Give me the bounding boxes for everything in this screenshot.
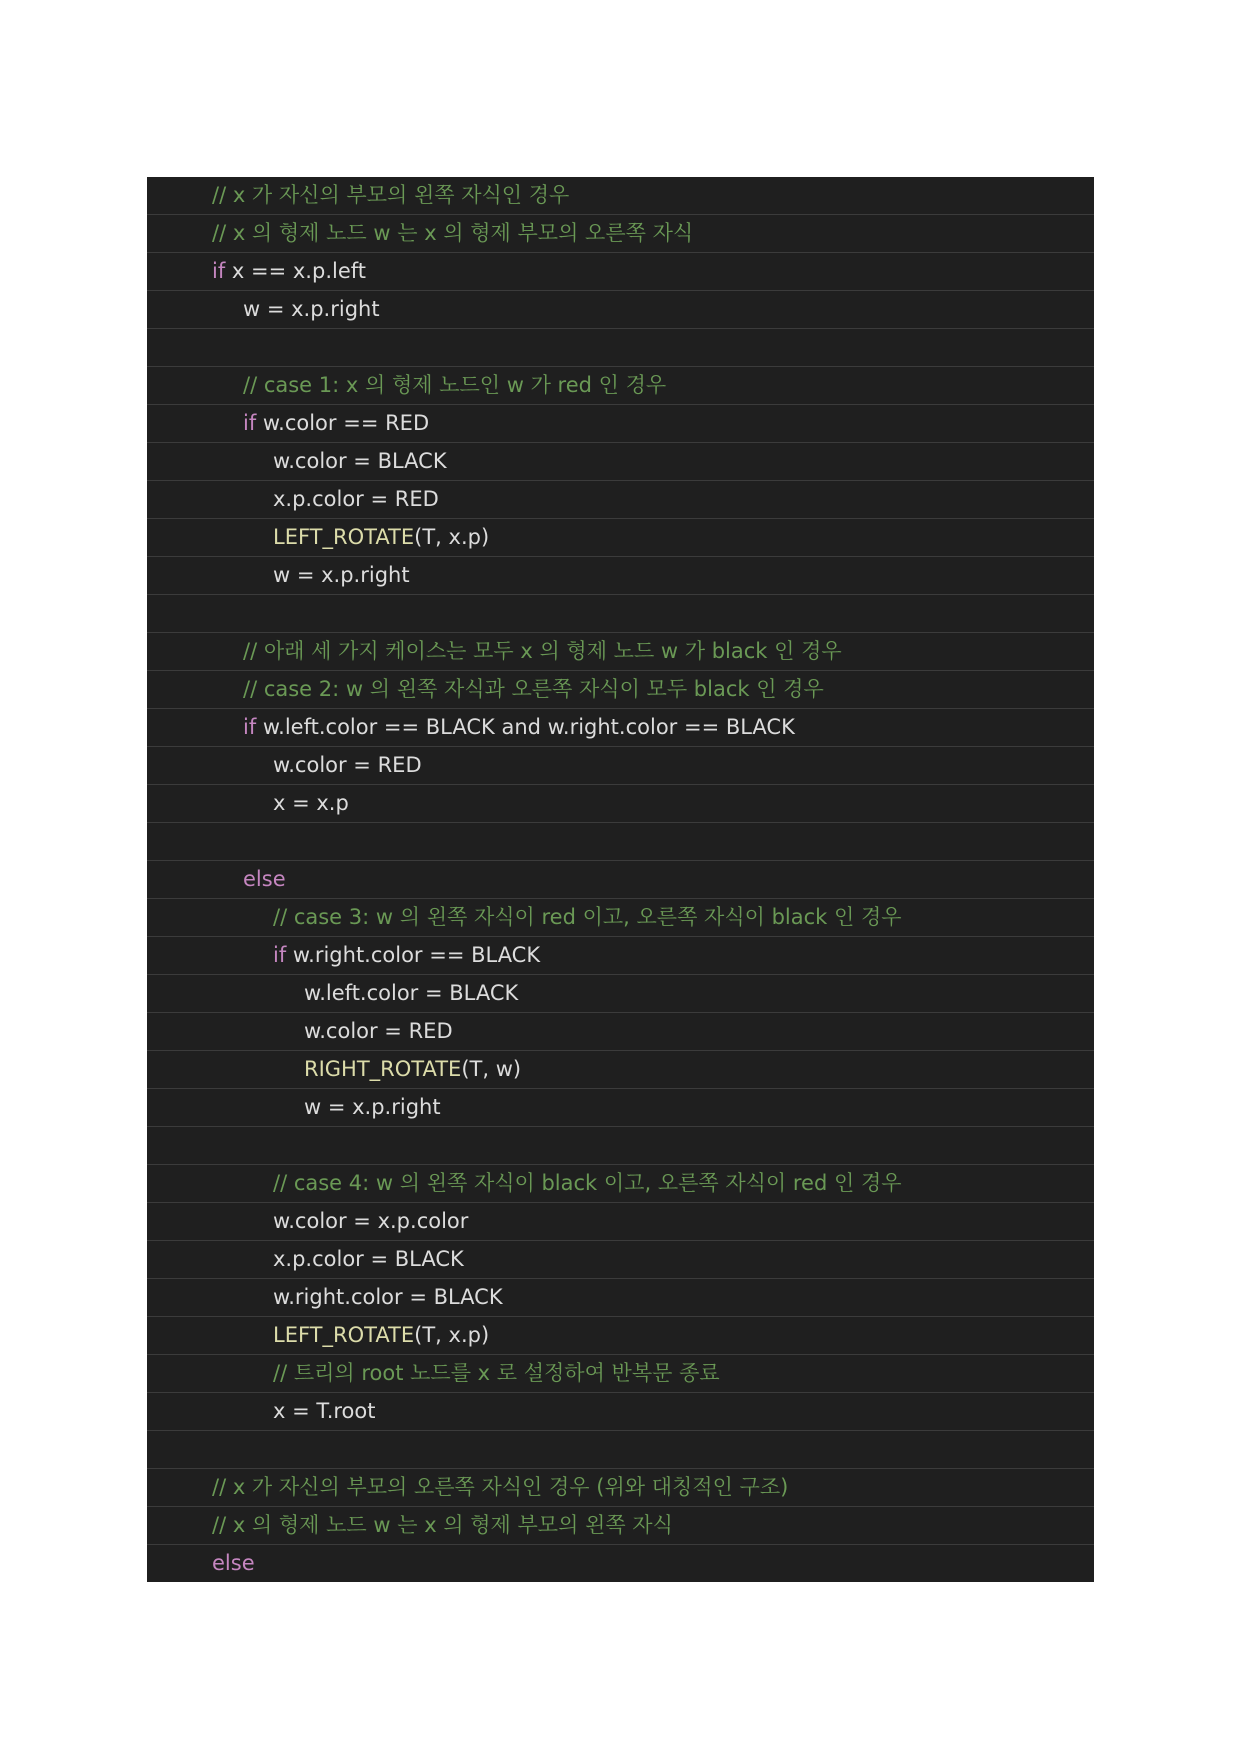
code-token-plain: (T, w)	[461, 1057, 522, 1081]
code-line	[147, 1507, 1094, 1545]
code-line-content	[273, 937, 540, 974]
code-token-plain: (T, x.p)	[414, 525, 490, 549]
code-line	[147, 1013, 1094, 1051]
code-line-content	[273, 785, 349, 822]
code-token-plain: x.p.color = BLACK	[273, 1247, 464, 1271]
code-line	[147, 253, 1094, 291]
code-line-content	[273, 443, 447, 480]
code-line	[147, 1203, 1094, 1241]
code-line-content	[243, 405, 429, 442]
code-token-comment: // case 4: w 의 왼쪽 자식이 black 이고, 오른쪽 자식이 red 인 경우	[273, 1171, 902, 1195]
code-token-comment: // x 가 자신의 부모의 오른쪽 자식인 경우 (위와 대칭적인 구조)	[212, 1475, 789, 1499]
code-line-content	[304, 975, 518, 1012]
code-token-plain: x = T.root	[273, 1399, 376, 1423]
blank-code-line	[147, 823, 1094, 861]
code-line-content	[212, 1545, 255, 1582]
code-line-content	[304, 1089, 441, 1126]
code-line	[147, 215, 1094, 253]
code-line	[147, 785, 1094, 823]
code-line	[147, 1089, 1094, 1127]
code-line-content	[273, 557, 410, 594]
code-token-plain: x == x.p.left	[225, 259, 366, 283]
code-line-content	[243, 671, 824, 708]
code-line	[147, 1165, 1094, 1203]
code-line-content	[273, 1165, 902, 1202]
code-token-plain: w.color = x.p.color	[273, 1209, 469, 1233]
code-line-content	[243, 633, 842, 670]
code-token-plain: w = x.p.right	[273, 563, 410, 587]
code-line	[147, 899, 1094, 937]
code-token-func: RIGHT_ROTATE	[304, 1057, 462, 1081]
code-token-func: LEFT_ROTATE	[273, 1323, 415, 1347]
code-line	[147, 1355, 1094, 1393]
code-token-plain: w.right.color == BLACK	[286, 943, 541, 967]
code-line	[147, 405, 1094, 443]
code-token-keyword: else	[243, 867, 286, 891]
code-token-plain: x.p.color = RED	[273, 487, 439, 511]
code-line-content	[273, 481, 439, 518]
code-line-content	[212, 253, 366, 290]
code-line	[147, 747, 1094, 785]
code-line-content	[304, 1013, 453, 1050]
code-line	[147, 1279, 1094, 1317]
code-line	[147, 1051, 1094, 1089]
code-line-content	[273, 1355, 720, 1392]
code-line-content	[304, 1051, 521, 1088]
code-token-comment: // x 가 자신의 부모의 왼쪽 자식인 경우	[212, 183, 570, 207]
code-token-comment: // 아래 세 가지 케이스는 모두 x 의 형제 노드 w 가 black 인 경우	[243, 639, 842, 663]
blank-code-line	[147, 595, 1094, 633]
code-line	[147, 367, 1094, 405]
code-line-content	[212, 177, 569, 214]
code-line-content	[243, 709, 795, 746]
code-token-keyword: if	[243, 715, 257, 739]
blank-code-line	[147, 1127, 1094, 1165]
code-token-plain: w.right.color = BLACK	[273, 1285, 503, 1309]
code-block	[147, 177, 1094, 1582]
code-line	[147, 519, 1094, 557]
code-line-content	[273, 1241, 464, 1278]
code-line-content	[212, 215, 693, 252]
code-token-comment: // case 3: w 의 왼쪽 자식이 red 이고, 오른쪽 자식이 black 인 경우	[273, 905, 902, 929]
code-token-comment: // x 의 형제 노드 w 는 x 의 형제 부모의 오른쪽 자식	[212, 221, 694, 245]
code-line	[147, 177, 1094, 215]
code-line-content	[273, 899, 902, 936]
code-line	[147, 1469, 1094, 1507]
code-line	[147, 975, 1094, 1013]
code-line	[147, 1317, 1094, 1355]
code-line-content	[243, 367, 666, 404]
code-line	[147, 937, 1094, 975]
code-token-comment: // x 의 형제 노드 w 는 x 의 형제 부모의 왼쪽 자식	[212, 1513, 673, 1537]
code-token-comment: // 트리의 root 노드를 x 로 설정하여 반복문 종료	[273, 1361, 720, 1385]
code-line	[147, 671, 1094, 709]
code-line	[147, 861, 1094, 899]
code-line-content	[273, 1317, 489, 1354]
code-token-plain: w.color = RED	[304, 1019, 453, 1043]
code-line-content	[273, 1393, 376, 1430]
code-token-plain: w = x.p.right	[304, 1095, 441, 1119]
code-line-content	[273, 747, 422, 784]
code-token-plain: w.left.color = BLACK	[304, 981, 519, 1005]
code-token-keyword: if	[243, 411, 257, 435]
code-token-keyword: else	[212, 1551, 255, 1575]
code-line-content	[273, 1203, 468, 1240]
code-token-comment: // case 2: w 의 왼쪽 자식과 오른쪽 자식이 모두 black 인 경우	[243, 677, 824, 701]
code-line-content	[243, 291, 380, 328]
code-line-content	[273, 1279, 503, 1316]
code-line	[147, 1241, 1094, 1279]
code-token-keyword: if	[273, 943, 287, 967]
code-line	[147, 1545, 1094, 1582]
code-token-plain: w.left.color == BLACK and w.right.color == BLACK	[256, 715, 795, 739]
code-token-plain: w.color = RED	[273, 753, 422, 777]
code-line-content	[243, 861, 286, 898]
code-token-plain: w = x.p.right	[243, 297, 380, 321]
code-line	[147, 291, 1094, 329]
code-token-plain: w.color == RED	[256, 411, 430, 435]
code-line-content	[212, 1507, 673, 1544]
code-line-content	[273, 519, 489, 556]
code-token-plain: (T, x.p)	[414, 1323, 490, 1347]
code-line	[147, 481, 1094, 519]
code-line	[147, 633, 1094, 671]
code-line	[147, 557, 1094, 595]
code-token-keyword: if	[212, 259, 226, 283]
code-token-func: LEFT_ROTATE	[273, 525, 415, 549]
code-line	[147, 443, 1094, 481]
code-line	[147, 1393, 1094, 1431]
code-line-content	[212, 1469, 788, 1506]
code-line	[147, 709, 1094, 747]
code-token-plain: w.color = BLACK	[273, 449, 447, 473]
code-token-plain: x = x.p	[273, 791, 349, 815]
blank-code-line	[147, 329, 1094, 367]
blank-code-line	[147, 1431, 1094, 1469]
code-token-comment: // case 1: x 의 형제 노드인 w 가 red 인 경우	[243, 373, 667, 397]
